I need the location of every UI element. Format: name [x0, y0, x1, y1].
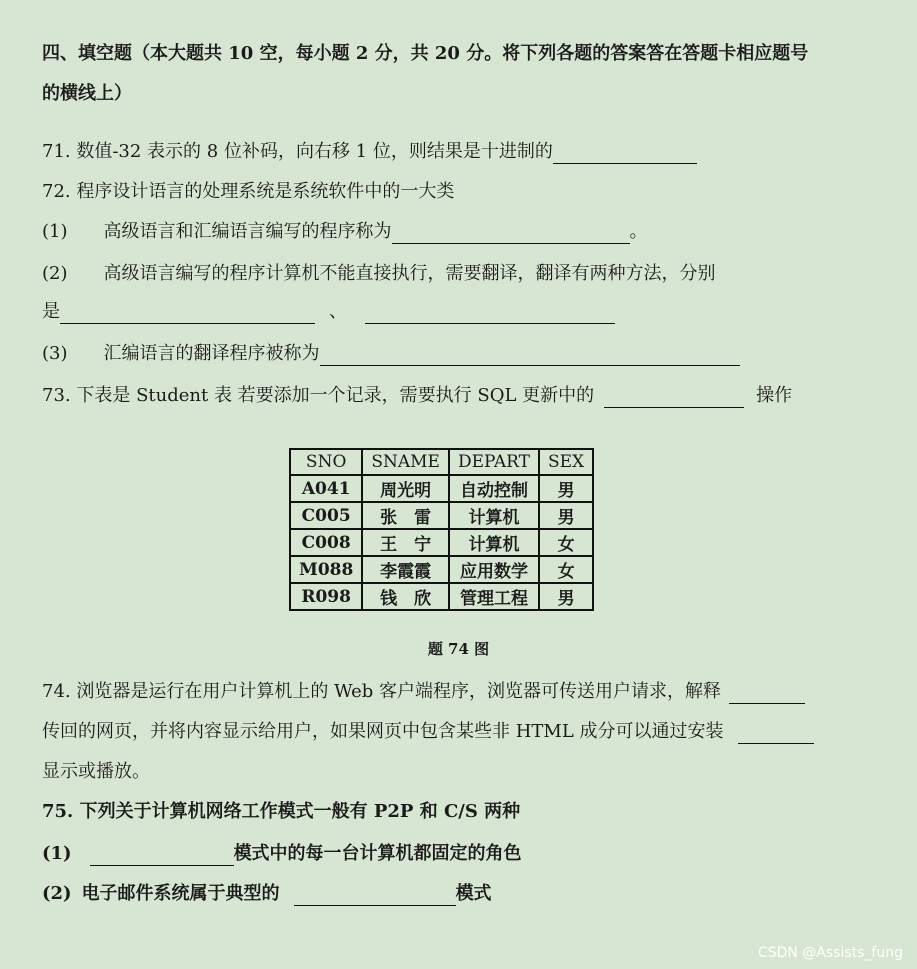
figure-caption: 题 74 图: [427, 640, 490, 658]
table-cell: 计算机: [449, 502, 539, 529]
answer-blank-72-3[interactable]: [320, 347, 740, 366]
table-cell: C008: [290, 529, 362, 556]
table-row: [290, 529, 593, 556]
table-row: [290, 502, 593, 529]
table-cell: 自动控制: [449, 475, 539, 502]
part-text-cont: 是: [42, 301, 60, 322]
part-end: 模式: [455, 883, 492, 904]
question-74-line-3: 显示或播放。: [42, 761, 150, 782]
table-row: [290, 475, 593, 502]
part-number: (2): [42, 883, 72, 904]
question-72-text: 72. 程序设计语言的处理系统是系统软件中的一大类: [42, 181, 455, 202]
part-number: (1): [42, 843, 72, 864]
table-row: [290, 556, 593, 583]
answer-blank-72-1[interactable]: [392, 225, 630, 244]
table-cell: 女: [539, 556, 593, 583]
table-cell: 张 雷: [362, 502, 449, 529]
question-73: [42, 384, 792, 408]
question-72-part-3: [42, 342, 740, 366]
question-74-text: 74. 浏览器是运行在用户计算机上的 Web 客户端程序，浏览器可传送用户请求，解释: [42, 681, 721, 702]
question-71-text: 71. 数值-32 表示的 8 位补码，向右移 1 位，则结果是十进制的: [42, 141, 553, 162]
table-cell: 女: [539, 529, 593, 556]
question-73-end: 操作: [756, 385, 793, 406]
question-75-text: 75. 下列关于计算机网络工作模式一般有 P2P 和 C/S 两种: [42, 801, 521, 822]
student-table: [289, 448, 594, 611]
answer-blank-74-1[interactable]: [729, 685, 805, 704]
table-cell: 钱 欣: [362, 583, 449, 610]
table-header: SEX: [539, 449, 593, 475]
table-header: SNAME: [362, 449, 449, 475]
answer-blank-72-2a[interactable]: [60, 305, 315, 324]
table-header: DEPART: [449, 449, 539, 475]
table-cell: 男: [539, 583, 593, 610]
question-74-line-2: [42, 720, 814, 744]
question-74-line-1: [42, 680, 805, 704]
table-cell: 男: [539, 502, 593, 529]
part-text: 模式中的每一台计算机都固定的角色: [233, 843, 522, 864]
section-title-cont: 的横线上）: [42, 83, 132, 104]
question-73-text: 73. 下表是 Student 表 若要添加一个记录，需要执行 SQL 更新中的: [42, 385, 595, 406]
answer-blank-73[interactable]: [604, 389, 744, 408]
table-cell: M088: [290, 556, 362, 583]
table-cell: 周光明: [362, 475, 449, 502]
section-title: 四、填空题（本大题共 10 空，每小题 2 分，共 20 分。将下列各题的答案答在答题卡相应题号: [42, 43, 809, 64]
table-cell: A041: [290, 475, 362, 502]
question-75-part-2: [42, 882, 492, 906]
watermark: CSDN @Assists_fung: [757, 945, 903, 961]
part-text: 高级语言和汇编语言编写的程序称为: [103, 221, 392, 242]
answer-blank-71[interactable]: [553, 145, 697, 164]
answer-blank-75-2[interactable]: [294, 887, 456, 906]
part-number: (1): [42, 221, 68, 242]
table-header: SNO: [290, 449, 362, 475]
part-text: 汇编语言的翻译程序被称为: [103, 343, 320, 364]
table-cell: 计算机: [449, 529, 539, 556]
separator: 、: [329, 301, 347, 322]
table-cell: C005: [290, 502, 362, 529]
table-header-row: [290, 449, 593, 475]
part-text: 电子邮件系统属于典型的: [81, 883, 280, 904]
table-cell: 应用数学: [449, 556, 539, 583]
part-text: 高级语言编写的程序计算机不能直接执行，需要翻译，翻译有两种方法，分别: [103, 263, 716, 284]
question-72-part-1: [42, 220, 648, 244]
period: 。: [629, 221, 648, 242]
table-row: [290, 583, 593, 610]
table-cell: 王 宁: [362, 529, 449, 556]
question-72-part-2: [42, 262, 716, 286]
part-number: (2): [42, 263, 68, 284]
question-75-part-1: [42, 842, 522, 866]
question-72-part-2-cont: [42, 300, 615, 324]
answer-blank-75-1[interactable]: [90, 847, 234, 866]
part-number: (3): [42, 343, 68, 364]
answer-blank-72-2b[interactable]: [365, 305, 615, 324]
table-cell: 管理工程: [449, 583, 539, 610]
table-cell: 男: [539, 475, 593, 502]
table-cell: 李霞霞: [362, 556, 449, 583]
answer-blank-74-2[interactable]: [738, 725, 814, 744]
table-cell: R098: [290, 583, 362, 610]
question-74-text-cont: 传回的网页，并将内容显示给用户，如果网页中包含某些非 HTML 成分可以通过安装: [42, 721, 724, 742]
question-71: [42, 140, 697, 164]
